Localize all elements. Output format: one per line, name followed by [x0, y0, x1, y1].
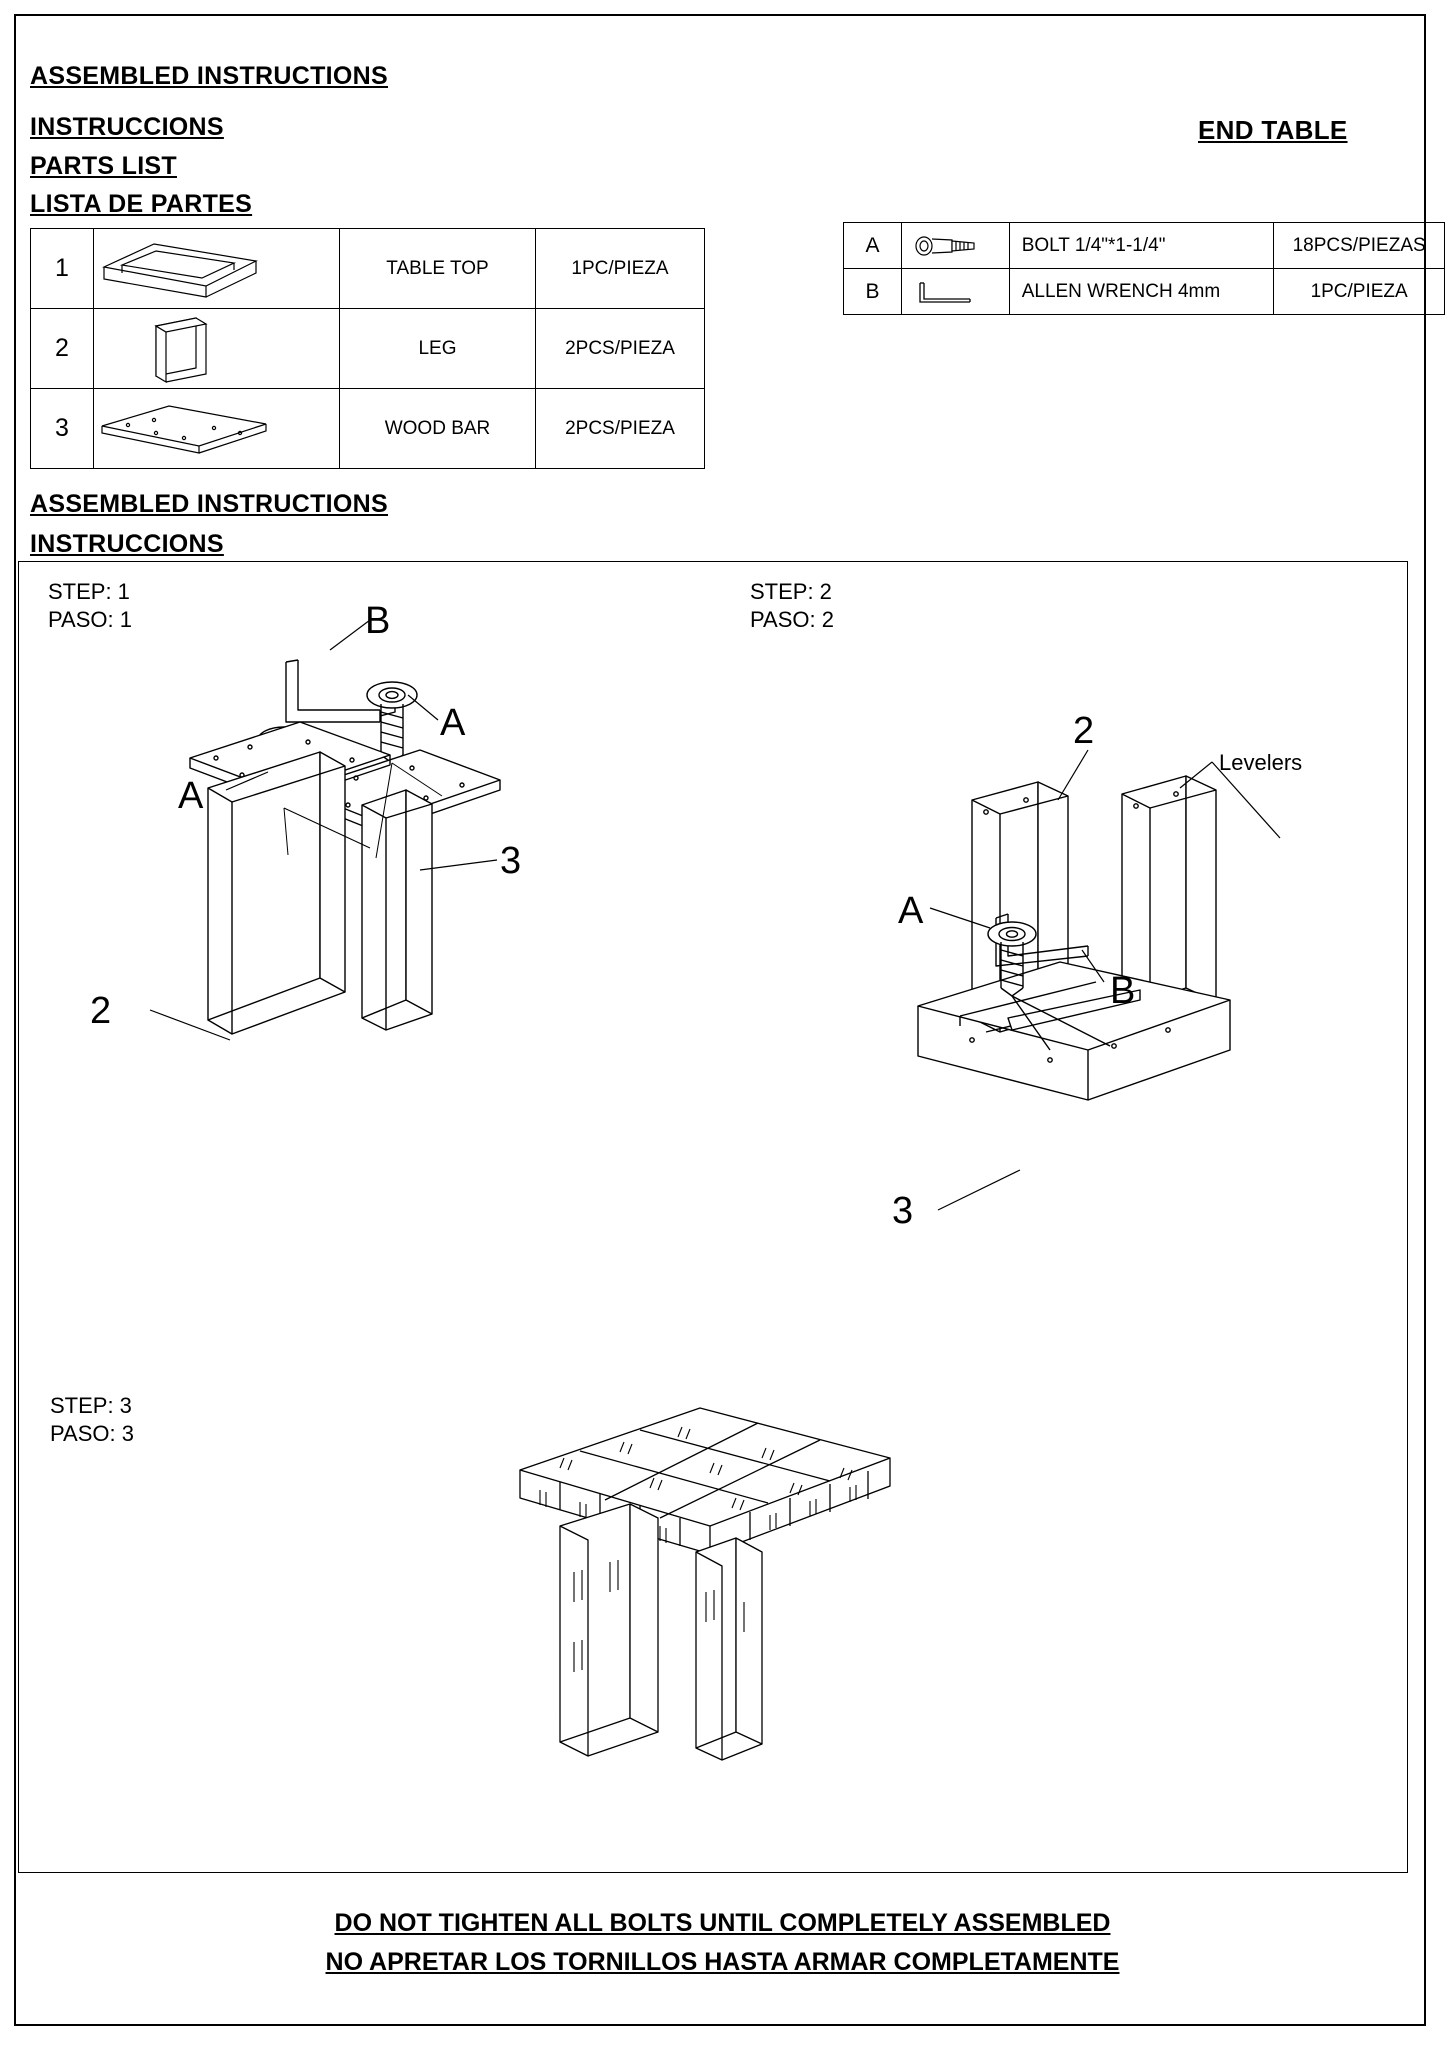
leg-icon — [94, 309, 340, 389]
step-1-es: PASO: 1 — [48, 606, 132, 632]
step-2-label — [750, 578, 834, 633]
callout-a-left-step1: A — [178, 775, 204, 817]
callout-3-step1: 3 — [500, 840, 522, 882]
allen-wrench-icon — [902, 269, 1010, 315]
table-row — [31, 229, 705, 309]
part-quantity: 2PCS/PIEZA — [536, 309, 705, 389]
step-3-es: PASO: 3 — [50, 1420, 134, 1446]
hardware-description: BOLT 1/4"*1-1/4" — [1009, 223, 1274, 269]
footer-warning-en: DO NOT TIGHTEN ALL BOLTS UNTIL COMPLETELY ASSEMBLED — [334, 1909, 1111, 1937]
page-title-assembled-instructions: ASSEMBLED INSTRUCTIONS — [30, 62, 389, 90]
section-title-assembled-instructions: ASSEMBLED INSTRUCTIONS — [30, 490, 389, 518]
table-top-icon — [94, 229, 340, 309]
hardware-list-table — [843, 222, 1445, 315]
part-number: 2 — [31, 309, 94, 389]
part-quantity: 1PC/PIEZA — [536, 229, 705, 309]
callout-levelers-step2: Levelers — [1219, 750, 1303, 775]
part-name: WOOD BAR — [340, 389, 536, 469]
callout-2-step2: 2 — [1073, 710, 1095, 752]
step-2-en: STEP: 2 — [750, 579, 832, 604]
hardware-quantity: 1PC/PIEZA — [1274, 269, 1445, 315]
hardware-description: ALLEN WRENCH 4mm — [1009, 269, 1274, 315]
wood-bar-icon — [94, 389, 340, 469]
callout-a-top-step1: A — [440, 702, 466, 744]
callout-b-step1: B — [365, 600, 391, 642]
step-2-es: PASO: 2 — [750, 606, 834, 632]
table-row — [31, 389, 705, 469]
bolt-icon — [902, 223, 1010, 269]
hardware-quantity: 18PCS/PIEZAS — [1274, 223, 1445, 269]
step-1-leader-lines — [0, 560, 760, 1080]
part-quantity: 2PCS/PIEZA — [536, 389, 705, 469]
part-name: TABLE TOP — [340, 229, 536, 309]
part-number: 1 — [31, 229, 94, 309]
callout-3-step2: 3 — [892, 1190, 914, 1232]
table-row — [844, 223, 1445, 269]
table-row — [844, 269, 1445, 315]
callout-b-step2: B — [1110, 970, 1136, 1012]
callout-2-step1: 2 — [90, 990, 112, 1032]
part-name: LEG — [340, 309, 536, 389]
hardware-letter: A — [844, 223, 902, 269]
step-3-illustration — [500, 1340, 920, 1780]
product-title: END TABLE — [1198, 115, 1348, 145]
step-2-leader-lines — [860, 700, 1420, 1260]
page-title-instruccions: INSTRUCCIONS — [30, 113, 224, 141]
page-title-lista-de-partes: LISTA DE PARTES — [30, 190, 253, 218]
hardware-letter: B — [844, 269, 902, 315]
step-3-en: STEP: 3 — [50, 1393, 132, 1418]
part-number: 3 — [31, 389, 94, 469]
page-title-parts-list: PARTS LIST — [30, 152, 177, 180]
footer-warning-es: NO APRETAR LOS TORNILLOS HASTA ARMAR COMPLETAMENTE — [325, 1948, 1120, 1976]
step-1-en: STEP: 1 — [48, 579, 130, 604]
table-row — [31, 309, 705, 389]
parts-list-table — [30, 228, 705, 469]
section-title-instruccions: INSTRUCCIONS — [30, 530, 224, 558]
callout-a-step2: A — [898, 890, 924, 932]
step-3-label — [50, 1392, 134, 1447]
